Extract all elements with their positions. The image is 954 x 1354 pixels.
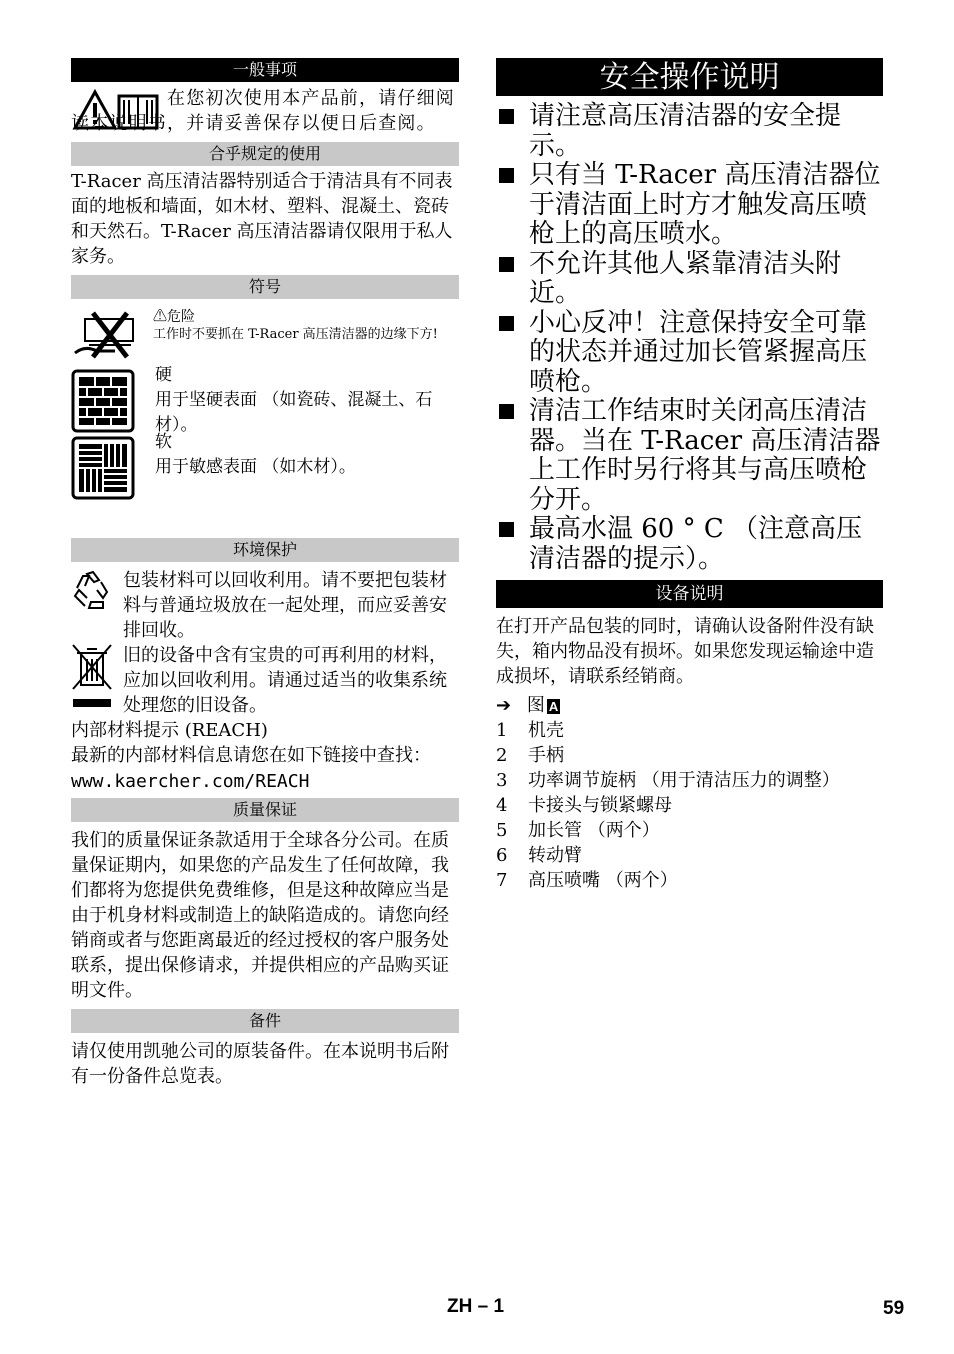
right-column [496, 58, 883, 893]
bullet-square-icon [499, 316, 514, 331]
hard-symbol-row [71, 365, 459, 438]
general-text: 在您初次使用本产品前，请仔细阅读本说明书，并请妥善保存以便日后查阅。 [71, 88, 455, 134]
footer-section-label: ZH – 1 [447, 1296, 505, 1317]
part-item: 2 手柄 [496, 745, 564, 766]
soft-text: 用于敏感表面 （如木材）。 [155, 457, 356, 477]
crossed-bin-icon [71, 643, 123, 718]
reach-text: 最新的内部材料信息请您在如下链接中查找： [71, 745, 431, 766]
safety-item: 小心反冲！注意保持安全可靠的状态并通过加长管紧握高压喷枪。 [496, 309, 883, 398]
danger-title: ⚠危险 [153, 309, 195, 325]
bullet-square-icon [499, 522, 514, 537]
intended-use-text: T-Racer 高压清洁器特别适合于清洁具有不同表面的地板和墙面，如木材、塑料、混凝土、瓷砖和天然石。T-Racer 高压清洁器请仅限用于私人家务。 [71, 171, 453, 267]
part-item: 4 卡接头与锁紧螺母 [496, 795, 672, 816]
reach-title: 内部材料提示 (REACH) [71, 720, 268, 741]
intended-use-header: 合乎规定的使用 [71, 142, 459, 166]
safety-item: 清洁工作结束时关闭高压清洁器。当在 T-Racer 高压清洁器上工作时另行将其与高压喷枪分开。 [496, 397, 883, 515]
recycle-row [71, 568, 459, 643]
recycle-text: 包装材料可以回收利用。请不要把包装材料与普通垃圾放在一起处理，而应妥善安排回收。 [123, 570, 447, 641]
bullet-square-icon [499, 404, 514, 419]
spare-parts-header: 备件 [71, 1009, 459, 1033]
parts-list [496, 718, 883, 893]
hard-title: 硬 [155, 365, 172, 385]
safety-item: 最高水温 60 ° C （注意高压清洁器的提示）。 [496, 515, 883, 574]
safety-header: 安全操作说明 [496, 58, 883, 96]
soft-symbol-row [71, 432, 459, 502]
general-header: 一般事项 [71, 58, 459, 82]
safety-item: 只有当 T-Racer 高压清洁器位于清洁面上时方才触发高压喷枪上的高压喷水。 [496, 161, 883, 250]
parquet-floor-icon [71, 436, 155, 502]
figure-ref: ➔ 图 A [496, 695, 559, 716]
symbols-header: 符号 [71, 275, 459, 299]
left-column [71, 58, 459, 1089]
device-header: 设备说明 [496, 580, 883, 608]
part-item: 3 功率调节旋柄 （用于清洁压力的调整） [496, 770, 840, 791]
bullet-square-icon [499, 257, 514, 272]
recycle-icon [71, 568, 123, 643]
danger-symbol-row [71, 309, 459, 363]
no-hand-under-edge-icon [71, 309, 153, 363]
part-item: 6 转动臂 [496, 845, 582, 866]
weee-text: 旧的设备中含有宝贵的可再利用的材料，应加以回收利用。请通过适当的收集系统处理您的旧设备。 [123, 645, 447, 716]
bullet-square-icon [499, 168, 514, 183]
hard-text: 用于坚硬表面 （如瓷砖、混凝土、石材）。 [155, 390, 433, 435]
spare-parts-text: 请仅使用凯驰公司的原装备件。在本说明书后附有一份备件总览表。 [71, 1041, 449, 1087]
brick-wall-icon [71, 369, 155, 435]
part-item: 7 高压喷嘴 （两个） [496, 870, 678, 891]
danger-text: 工作时不要抓在 T-Racer 高压清洁器的边缘下方! [153, 327, 438, 342]
warranty-text: 我们的质量保证条款适用于全球各分公司。在质量保证期内，如果您的产品发生了任何故障，我们都将为您提供免费维修，但是这种故障应当是由于机身材料或制造上的缺陷造成的。请您向经销商或者与您距离最近的经过授权的客户服务处联系，提出保修请求，并提供相应的产品购买证明文件。 [71, 830, 449, 1001]
bullet-square-icon [499, 109, 514, 124]
safety-item: 不允许其他人紧靠清洁头附近。 [496, 250, 883, 309]
weee-row [71, 643, 459, 718]
part-item: 1 机壳 [496, 720, 564, 741]
figure-letter-badge: A [548, 699, 559, 714]
safety-list [496, 102, 883, 574]
environment-header: 环境保护 [71, 538, 459, 562]
warranty-header: 质量保证 [71, 798, 459, 822]
part-item: 5 加长管 （两个） [496, 820, 660, 841]
reach-link[interactable]: www.kaercher.com/REACH [71, 771, 310, 792]
safety-item: 请注意高压清洁器的安全提示。 [496, 102, 883, 161]
arrow-right-icon: ➔ [496, 695, 512, 716]
page-number: 59 [883, 1298, 905, 1319]
device-text: 在打开产品包装的同时，请确认设备附件没有缺失，箱内物品没有损坏。如果您发现运输途中造成损坏，请联系经销商。 [496, 616, 874, 687]
soft-title: 软 [155, 432, 172, 452]
